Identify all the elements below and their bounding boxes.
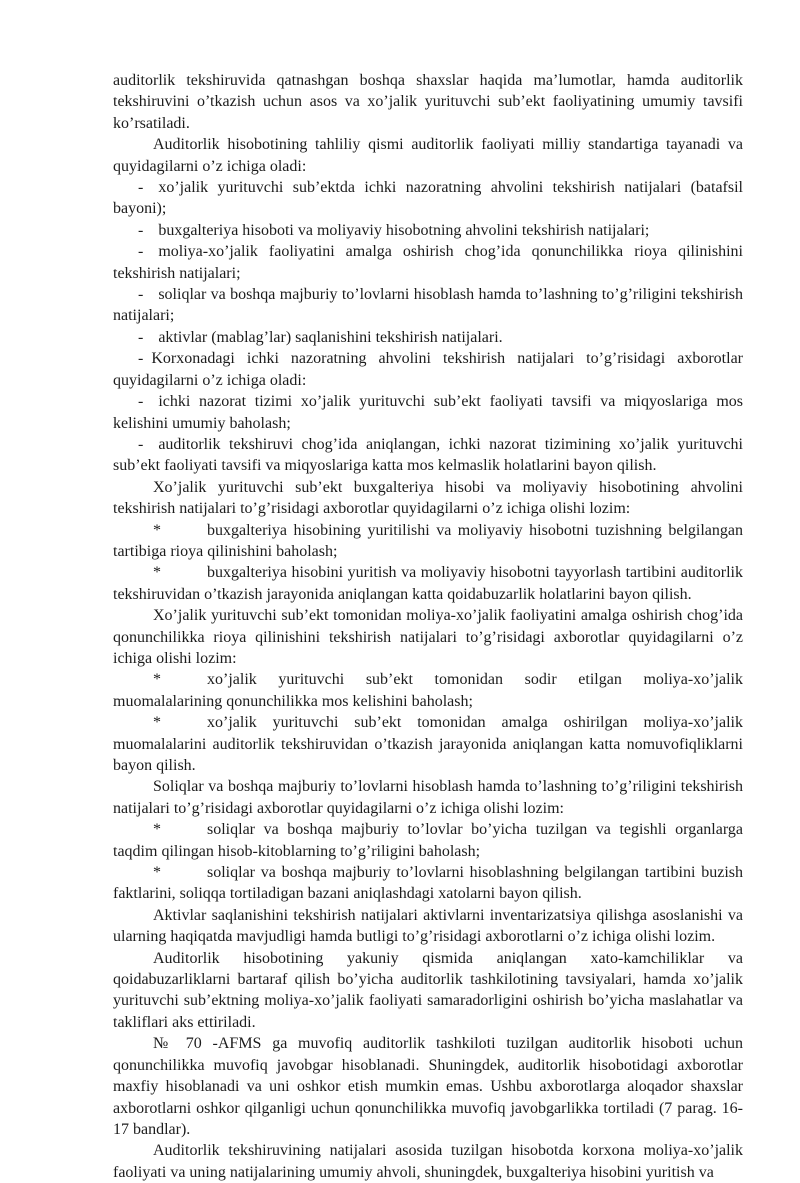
- list-item: [113, 434, 743, 477]
- star-bullet: *: [153, 671, 161, 689]
- paragraph: [113, 948, 743, 1034]
- paragraph-text: № 70 -AFMS ga muvofiq auditorlik tashkiloti tuzilgan auditorlik hisoboti uchun qonunchilikka muvofiq javobgar hisoblanadi. Shuningdek, auditorlik hisobotidagi axborotlar maxfiy hisoblanadi va uni oshkor etish mumkin emas. Ushbu axborotlarga aloqador shaxslar axborotlarni oshkor qilganligi uchun qonunchilikka muvofiq javobgarlikka tortiladi (7 parag. 16-17 bandlar).: [113, 1035, 743, 1138]
- paragraph: [113, 70, 743, 134]
- list-item-text: xo’jalik yurituvchi sub’ekt tomonidan amalga oshirilgan moliya-xo’jalik muomalalarini auditorlik tekshiruvidan o’tkazish jarayonida aniqlangan katta nomuvofiqliklarni bayon qilish.: [113, 714, 743, 774]
- star-bullet: *: [153, 521, 161, 539]
- star-bullet: *: [153, 714, 161, 732]
- list-item: [113, 327, 743, 348]
- paragraph: [113, 477, 743, 520]
- paragraph: [113, 605, 743, 669]
- paragraph: [113, 1140, 743, 1183]
- list-item: [113, 391, 743, 434]
- star-bullet: *: [153, 864, 161, 882]
- page-text-block: [113, 70, 743, 1183]
- paragraph-text: auditorlik tekshiruvida qatnashgan boshqa shaxslar haqida ma’lumotlar, hamda auditorlik tekshiruvini o’tkazish uchun asos va xo’jalik yurituvchi sub’ekt faoliyatining umumiy tavsifi ko’rsatiladi.: [113, 72, 743, 132]
- list-item: [113, 862, 743, 905]
- paragraph-text: Xo’jalik yurituvchi sub’ekt buxgalteriya hisobi va moliyaviy hisobotining ahvolini tekshirish natijalari to’g’risidagi axborotlar quyidagilarni o’z ichiga olishi lozim:: [113, 478, 743, 518]
- paragraph: [113, 776, 743, 819]
- paragraph-text: Soliqlar va boshqa majburiy to’lovlarni hisoblash hamda to’lashning to’g’riligini tekshirish natijalari to’g’risidagi axborotlar quyidagilarni o’z ichiga olishi lozim:: [113, 778, 743, 817]
- dash-bullet: -: [138, 350, 144, 368]
- list-item-text: buxgalteriya hisobining yuritilishi va moliyaviy hisobotni tuzishning belgilangan tartibiga rioya qilinishini baholash;: [113, 521, 743, 560]
- paragraph-text: Xo’jalik yurituvchi sub’ekt tomonidan moliya-xo’jalik faoliyatini amalga oshirish chog’ida qonunchilikka rioya qilinishini tekshirish natijalari to’g’risidagi axborotlar quyidagilarni o’z ichiga olishi lozim:: [113, 607, 743, 667]
- list-item-text: moliya-xo’jalik faoliyatini amalga oshirish chog’ida qonunchilikka rioya qilinishini tekshirish natijalari;: [113, 243, 743, 282]
- paragraph: [113, 134, 743, 177]
- list-item: [113, 520, 743, 563]
- list-item: [113, 284, 743, 327]
- list-item-text: Korxonadagi ichki nazoratning ahvolini tekshirish natijalari to’g’risidagi axborotlar quyidagilarni o’z ichiga oladi:: [113, 350, 743, 389]
- list-item-text: soliqlar va boshqa majburiy to’lovlar bo’yicha tuzilgan va tegishli organlarga taqdim qilingan hisob-kitoblarning to’g’riligini baholash;: [113, 821, 743, 860]
- list-item-text: soliqlar va boshqa majburiy to’lovlarni hisoblashning belgilangan tartibini buzish faktlarini, soliqqa tortiladigan bazani aniqlashdagi xatolarni bayon qilish.: [113, 864, 743, 903]
- list-item-text: buxgalteriya hisoboti va moliyaviy hisobotning ahvolini tekshirish natijalari;: [158, 221, 650, 239]
- list-item: [113, 712, 743, 776]
- dash-bullet: -: [138, 179, 144, 197]
- dash-bullet: -: [138, 435, 144, 453]
- list-item-text: ichki nazorat tizimi xo’jalik yurituvchi sub’ekt faoliyati tavsifi va miqyoslariga mos kelishini umumiy baholash;: [113, 393, 743, 432]
- dash-bullet: -: [138, 243, 144, 261]
- list-item-text: auditorlik tekshiruvi chog’ida aniqlangan, ichki nazorat tizimining xo’jalik yurituvchi sub’ekt faoliyati tavsifi va miqyoslariga katta mos kelmaslik holatlarini bayon qilish.: [113, 435, 743, 475]
- list-item-text: xo’jalik yurituvchi sub’ektda ichki nazoratning ahvolini tekshirish natijalari (batafsil bayoni);: [113, 179, 743, 218]
- paragraph: [113, 905, 743, 948]
- dash-bullet: -: [138, 221, 144, 239]
- list-item-text: aktivlar (mablag’lar) saqlanishini tekshirish natijalari.: [158, 328, 503, 346]
- paragraph-text: Auditorlik hisobotining tahliliy qismi auditorlik faoliyati milliy standartiga tayanadi va quyidagilarni o’z ichiga oladi:: [113, 136, 743, 175]
- list-item: [113, 241, 743, 284]
- dash-bullet: -: [138, 286, 144, 304]
- star-bullet: *: [153, 821, 161, 839]
- list-item-text: soliqlar va boshqa majburiy to’lovlarni hisoblash hamda to’lashning to’g’riligini tekshirish natijalari;: [113, 286, 743, 325]
- list-item: [113, 177, 743, 220]
- list-item: [113, 562, 743, 605]
- star-bullet: *: [153, 564, 161, 582]
- list-item: [113, 348, 743, 391]
- list-item-text: buxgalteriya hisobini yuritish va moliyaviy hisobotni tayyorlash tartibini auditorlik tekshiruvidan o’tkazish jarayonida aniqlangan katta qoidabuzarlik holatlarini bayon qilish.: [113, 564, 743, 603]
- list-item: [113, 819, 743, 862]
- paragraph: [113, 1033, 743, 1140]
- paragraph-text: Auditorlik hisobotining yakuniy qismida aniqlangan xato-kamchiliklar va qoidabuzarliklarni bartaraf qilish bo’yicha auditorlik tashkilotining tavsiyalari, hamda xo’jalik yurituvchi sub’ektning moliya-xo’jalik faoliyati samaradorligini oshirish bo’yicha maslahatlar va takliflari aks ettiriladi.: [113, 949, 743, 1031]
- paragraph-text: Auditorlik tekshiruvining natijalari asosida tuzilgan hisobotda korxona moliya-xo’jalik faoliyati va uning natijalarining umumiy ahvoli, shuningdek, buxgalteriya hisobini yuritish va: [113, 1142, 743, 1181]
- paragraph-text: Aktivlar saqlanishini tekshirish natijalari aktivlarni inventarizatsiya qilishga asoslanishi va ularning haqiqatda mavjudligi hamda butligi to’g’risidagi axborotlarni o’z ichiga olishi lozim.: [113, 906, 743, 946]
- list-item-text: xo’jalik yurituvchi sub’ekt tomonidan sodir etilgan moliya-xo’jalik muomalalarining qonunchilikka mos kelishini baholash;: [113, 671, 743, 710]
- dash-bullet: -: [138, 393, 144, 411]
- dash-bullet: -: [138, 328, 144, 346]
- list-item: [113, 669, 743, 712]
- list-item: [113, 220, 743, 241]
